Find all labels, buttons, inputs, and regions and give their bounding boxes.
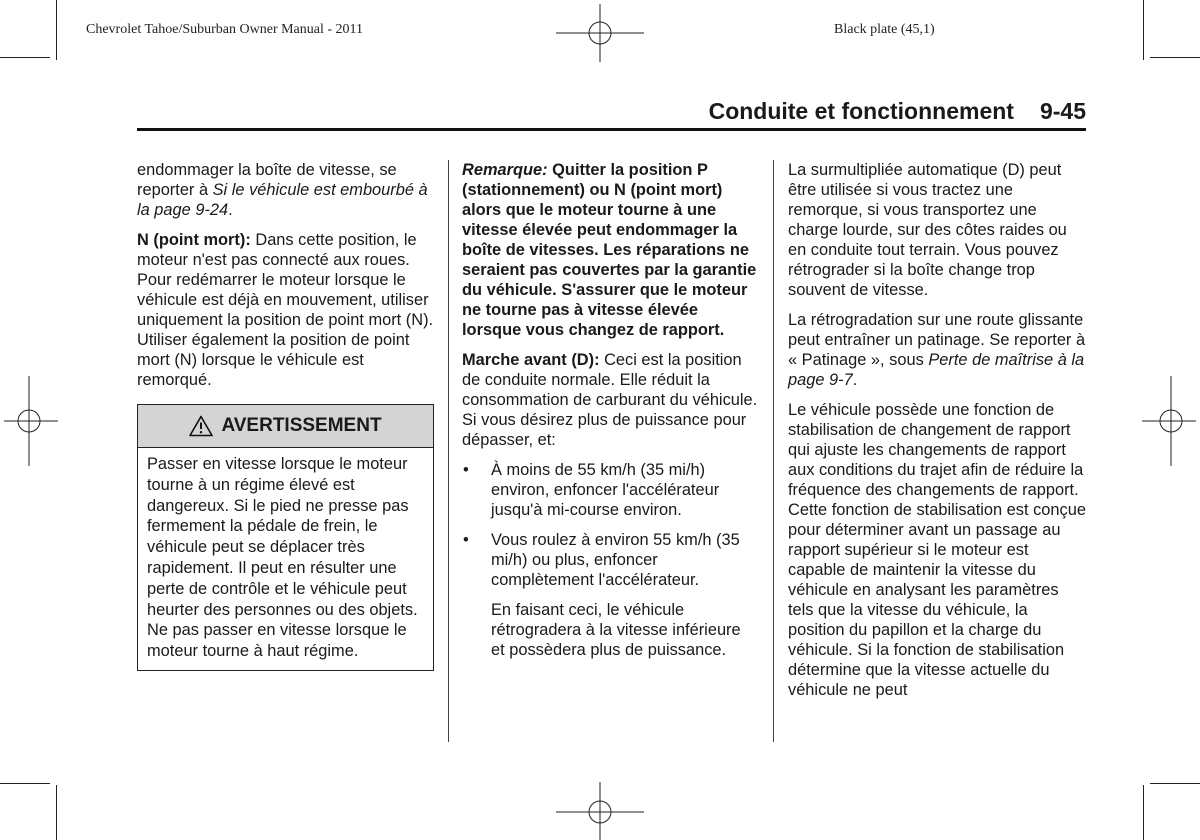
registration-target-icon — [0, 376, 58, 466]
registration-target-icon — [1142, 376, 1200, 466]
column-right — [788, 160, 1086, 710]
crop-mark — [56, 0, 57, 60]
registration-target-icon — [556, 0, 644, 62]
list-item-text: À moins de 55 km/h (35 mi/h) environ, enfoncer l'accélérateur jusqu'à mi-course environ. — [491, 461, 720, 519]
header-title-line — [709, 98, 1086, 125]
paragraph-text: La rétrogradation sur une route glissante peut entraîner un patinage. Se reporter à « Patinage », sous — [788, 311, 1086, 369]
crop-mark — [1150, 57, 1200, 58]
crop-mark — [1143, 0, 1144, 60]
plate-info-left: Chevrolet Tahoe/Suburban Owner Manual - 2011 — [86, 22, 364, 37]
plate-info-right: Black plate (45,1) — [834, 22, 935, 37]
column-left — [137, 160, 434, 671]
column-divider — [448, 160, 449, 742]
bullet-icon: • — [463, 531, 469, 549]
page-number: 9-45 — [1039, 98, 1086, 124]
paragraph — [137, 160, 434, 220]
term-label: N (point mort): — [137, 231, 251, 249]
paragraph: La surmultipliée automatique (D) peut être utilisée si vous tractez une remorque, si vous transportez une charge lourde, sur des côtes raides ou en conduite tout terrain. Vous pouvez rétrograder si la boîte change trop souvent de vitesse. — [788, 161, 1067, 299]
paragraph: En faisant ceci, le véhicule rétrogradera à la vitesse inférieure et possèdera plus de puissance. — [491, 601, 741, 659]
remark-label: Remarque: — [462, 161, 548, 179]
paragraph — [462, 350, 758, 450]
cross-reference-link[interactable]: Perte de maîtrise à la page 9‑7 — [788, 351, 1085, 389]
warning-box — [137, 404, 434, 671]
column-divider — [773, 160, 774, 742]
paragraph-text: Ceci est la position de conduite normale. Elle réduit la consommation de carburant du véhicule. Si vous désirez plus de puissance pour dépasser, et: — [462, 351, 758, 449]
paragraph — [788, 310, 1086, 390]
paragraph — [137, 230, 434, 390]
paragraph: Le véhicule possède une fonction de stabilisation de changement de rapport qui ajuste les changements de rapport aux conditions du trajet afin de réduire la fréquence des changements de rapport. Cette fonction de stabilisation est conçue pour déterminer avant un passage au rapport supérieur si le moteur est capable de maintenir la vitesse du véhicule en analysant les paramètres tels que la vitesse du véhicule, la position du papillon et la charge du véhicule. Si la fonction de stabilisation détermine que la vitesse actuelle du véhicule ne peut — [788, 401, 1086, 699]
remark-paragraph — [462, 160, 758, 340]
warning-triangle-icon — [189, 415, 213, 437]
list-item-text: Vous roulez à environ 55 km/h (35 mi/h) ou plus, enfoncer complètement l'accélérateur. — [491, 531, 740, 589]
column-middle — [462, 160, 758, 670]
list-item — [462, 460, 758, 520]
term-label: Marche avant (D): — [462, 351, 600, 369]
section-title: Conduite et fonctionnement — [708, 98, 1014, 124]
crop-mark — [0, 57, 50, 58]
registration-target-icon — [556, 778, 644, 840]
warning-text: Passer en vitesse lorsque le moteur tourne à un régime élevé est dangereux. Si le pied ne presse pas fermement la pédale de frein, le véhicule peut se déplacer très rapidement. Il peut en résulter une perte de contrôle et le véhicule peut heurter des personnes ou des objets. Ne pas passer en vitesse lorsque le moteur tourne à haut régime. — [147, 455, 418, 661]
warning-header — [138, 405, 433, 448]
cross-reference-link[interactable]: Si le véhicule est embourbé à la page 9‑24 — [137, 181, 428, 219]
paragraph-text: . — [852, 371, 858, 389]
list-item — [462, 530, 758, 590]
bullet-list — [462, 460, 758, 590]
crop-mark — [0, 783, 50, 784]
crop-mark — [1150, 783, 1200, 784]
crop-mark — [56, 785, 57, 840]
paragraph-text: . — [228, 201, 233, 219]
crop-mark — [1143, 785, 1144, 840]
paragraph-text: Dans cette position, le moteur n'est pas connecté aux roues. Pour redémarrer le moteur lorsque le véhicule est déjà en mouvement, utiliser uniquement la position de point mort (N). Utiliser également la position de point mort (N) lorsque le véhicule est remorqué. — [137, 231, 434, 389]
header-rule — [137, 128, 1086, 131]
remark-text: Quitter la position P (stationnement) ou N (point mort) alors que le moteur tourne à une vitesse élevée peut endommager la boîte de vitesses. Les réparations ne seraient pas couvertes par la garantie du véhicule. S'assurer que le moteur ne tourne pas à vitesse élevée lorsque vous changez de rapport. — [462, 161, 757, 339]
warning-title: AVERTISSEMENT — [221, 415, 382, 436]
bullet-icon: • — [463, 461, 469, 479]
running-header — [137, 98, 1086, 130]
paragraph-text: endommager la boîte de vitesse, se reporter à — [137, 161, 397, 199]
